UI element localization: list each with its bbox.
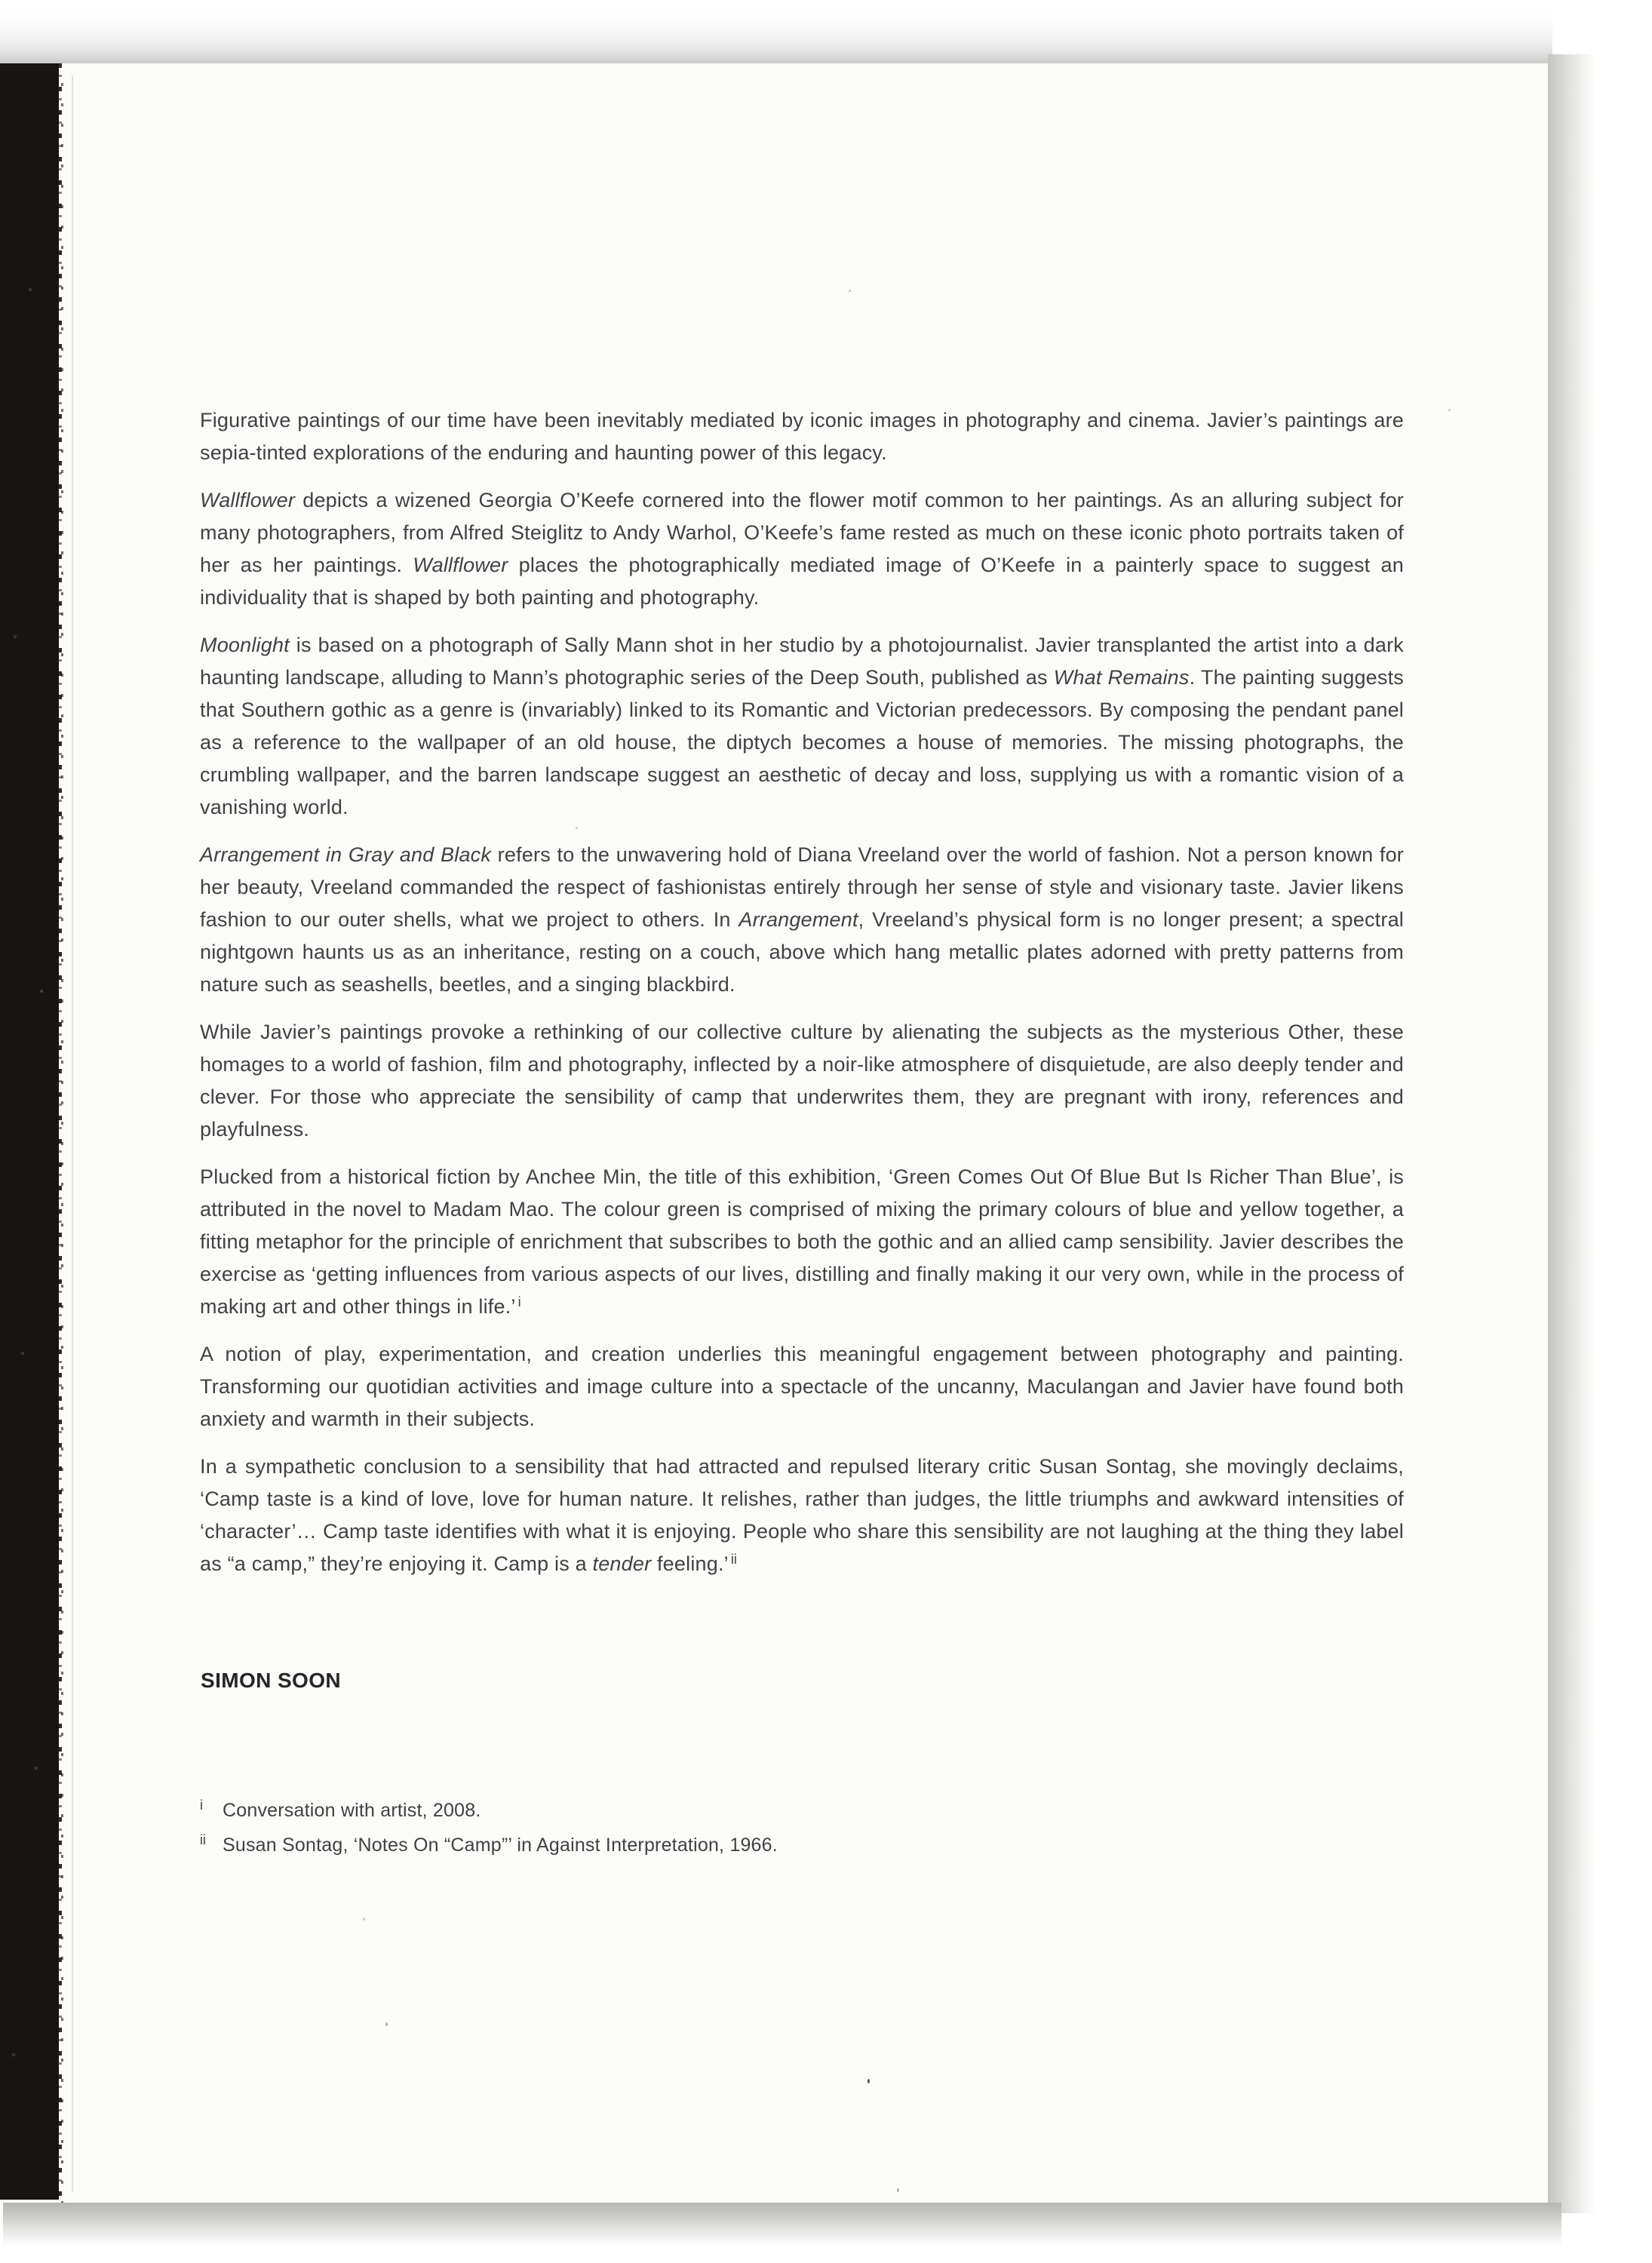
essay-paragraph bbox=[200, 484, 1404, 614]
essay-paragraph bbox=[200, 1451, 1404, 1580]
dust-speck bbox=[385, 2022, 388, 2026]
essay-text-block bbox=[200, 404, 1404, 1595]
text-segment: feeling.’ bbox=[651, 1552, 729, 1575]
dust-speck bbox=[867, 2079, 870, 2083]
text-segment: Wallflower bbox=[413, 554, 508, 576]
dust-speck bbox=[849, 290, 851, 292]
text-segment: , Vreeland’s physical form is no longer present; a spectral nightgown haunts us as an inheritance, resting on a couch, above which hang metallic plates adorned with pretty patterns from nature such as seashells, beetles, and a singing blackbird. bbox=[200, 908, 1404, 996]
text-segment: depicts a wizened Georgia O’Keefe cornered into the flower motif common to her paintings. As an alluring subject for many photographers, from Alfred Steiglitz to Andy Warhol, O’Keefe’s fame rested as much on these iconic photo portraits taken of her as her paintings. bbox=[200, 489, 1404, 576]
text-segment: In a sympathetic conclusion to a sensibility that had attracted and repulsed literary critic Susan Sontag, she movingly declaims, ‘Camp taste is a kind of love, love for human nature. It relishes, rather than judges, the little triumphs and awkward intensities of ‘character’… Camp taste identifies with what it is enjoying. People who share this sensibility are not laughing at the thing they label as “a camp,” they’re enjoying it. Camp is a bbox=[200, 1455, 1404, 1575]
footnote bbox=[200, 1795, 778, 1825]
text-segment: A notion of play, experimentation, and creation underlies this meaningful engagement between photography and painting. Transforming our quotidian activities and image culture into a spectacle of the uncanny, Maculangan and Javier have found both anxiety and warmth in their subjects. bbox=[200, 1343, 1404, 1430]
text-segment: What Remains bbox=[1053, 666, 1190, 689]
text-segment: While Javier’s paintings provoke a rethinking of our collective culture by alienating the subjects as the mysterious Other, these homages to a world of fashion, film and photography, inflected by a noir-like atmosphere of disquietude, are also deeply tender and clever. For those who appreciate the sensibility of camp that underwrites them, they are pregnant with irony, references and playfulness. bbox=[200, 1021, 1404, 1141]
footnote bbox=[200, 1830, 778, 1860]
author-name: SIMON SOON bbox=[201, 1669, 342, 1692]
essay-paragraph bbox=[200, 1338, 1404, 1435]
text-segment: Figurative paintings of our time have been inevitably mediated by iconic images in photography and cinema. Javier’s paintings are sepia-tinted explorations of the enduring and haunting power of this legacy. bbox=[200, 409, 1404, 464]
text-segment: places the photographically mediated image of O’Keefe in a painterly space to suggest an individuality that is shaped by both painting and photography. bbox=[200, 554, 1404, 609]
page-bottom-shadow bbox=[3, 2203, 1561, 2246]
text-segment: Arrangement in Gray and Black bbox=[200, 843, 492, 866]
dust-speck bbox=[897, 2188, 899, 2192]
page-edge-noise bbox=[59, 63, 66, 2203]
dust-speck bbox=[363, 1918, 365, 1921]
essay-paragraph bbox=[200, 629, 1404, 824]
catalog-page bbox=[0, 63, 1548, 2203]
footnote-text: Conversation with artist, 2008. bbox=[223, 1800, 481, 1821]
footnote-reference: ii bbox=[730, 1552, 737, 1567]
page-right-shadow bbox=[1548, 54, 1596, 2213]
text-segment: Wallflower bbox=[200, 489, 296, 511]
essay-paragraph bbox=[200, 404, 1404, 469]
footnote-marker: i bbox=[200, 1798, 203, 1813]
text-segment: Arrangement bbox=[738, 908, 858, 931]
text-segment: tender bbox=[592, 1552, 652, 1575]
footnote-text: Susan Sontag, ‘Notes On “Camp”’ in Against Interpretation, 1966. bbox=[223, 1835, 778, 1856]
footnote-marker: ii bbox=[200, 1832, 206, 1847]
text-segment: refers to the unwavering hold of Diana Vreeland over the world of fashion. Not a person known for her beauty, Vreeland commanded the respect of fashionistas entirely through her sense of style and visionary taste. Javier likens fashion to our outer shells, what we project to others. In bbox=[200, 843, 1404, 931]
text-segment: Plucked from a historical fiction by Anchee Min, the title of this exhibition, ‘Green Comes Out Of Blue But Is Richer Than Blue’, is attributed in the novel to Madam Mao. The colour green is comprised of mixing the primary colours of blue and yellow together, a fitting metaphor for the principle of enrichment that subscribes to both the gothic and an allied camp sensibility. Javier describes the exercise as ‘getting influences from various aspects of our lives, distilling and finally making it our very own, while in the process of making art and other things in life.’ bbox=[200, 1165, 1404, 1318]
footnote-reference: i bbox=[517, 1294, 521, 1310]
dust-speck bbox=[1448, 409, 1451, 411]
spine-black-band bbox=[0, 63, 59, 2200]
text-segment: Moonlight bbox=[200, 634, 290, 656]
page-top-shadow bbox=[0, 0, 1552, 65]
essay-paragraph bbox=[200, 839, 1404, 1001]
text-segment: is based on a photograph of Sally Mann shot in her studio by a photojournalist. Javier transplanted the artist into a dark haunting landscape, alluding to Mann’s photographic series of the Deep South, published as bbox=[200, 634, 1404, 689]
footnotes-block bbox=[200, 1795, 778, 1865]
dust-speck bbox=[576, 827, 578, 829]
essay-paragraph bbox=[200, 1016, 1404, 1146]
gutter-crease-line bbox=[72, 75, 73, 2192]
text-segment: . The painting suggests that Southern gothic as a genre is (invariably) linked to its Romantic and Victorian predecessors. By composing the pendant panel as a reference to the wallpaper of an old house, the diptych becomes a house of memories. The missing photographs, the crumbling wallpaper, and the barren landscape suggest an aesthetic of decay and loss, supplying us with a romantic vision of a vanishing world. bbox=[200, 666, 1404, 818]
essay-paragraph bbox=[200, 1161, 1404, 1323]
